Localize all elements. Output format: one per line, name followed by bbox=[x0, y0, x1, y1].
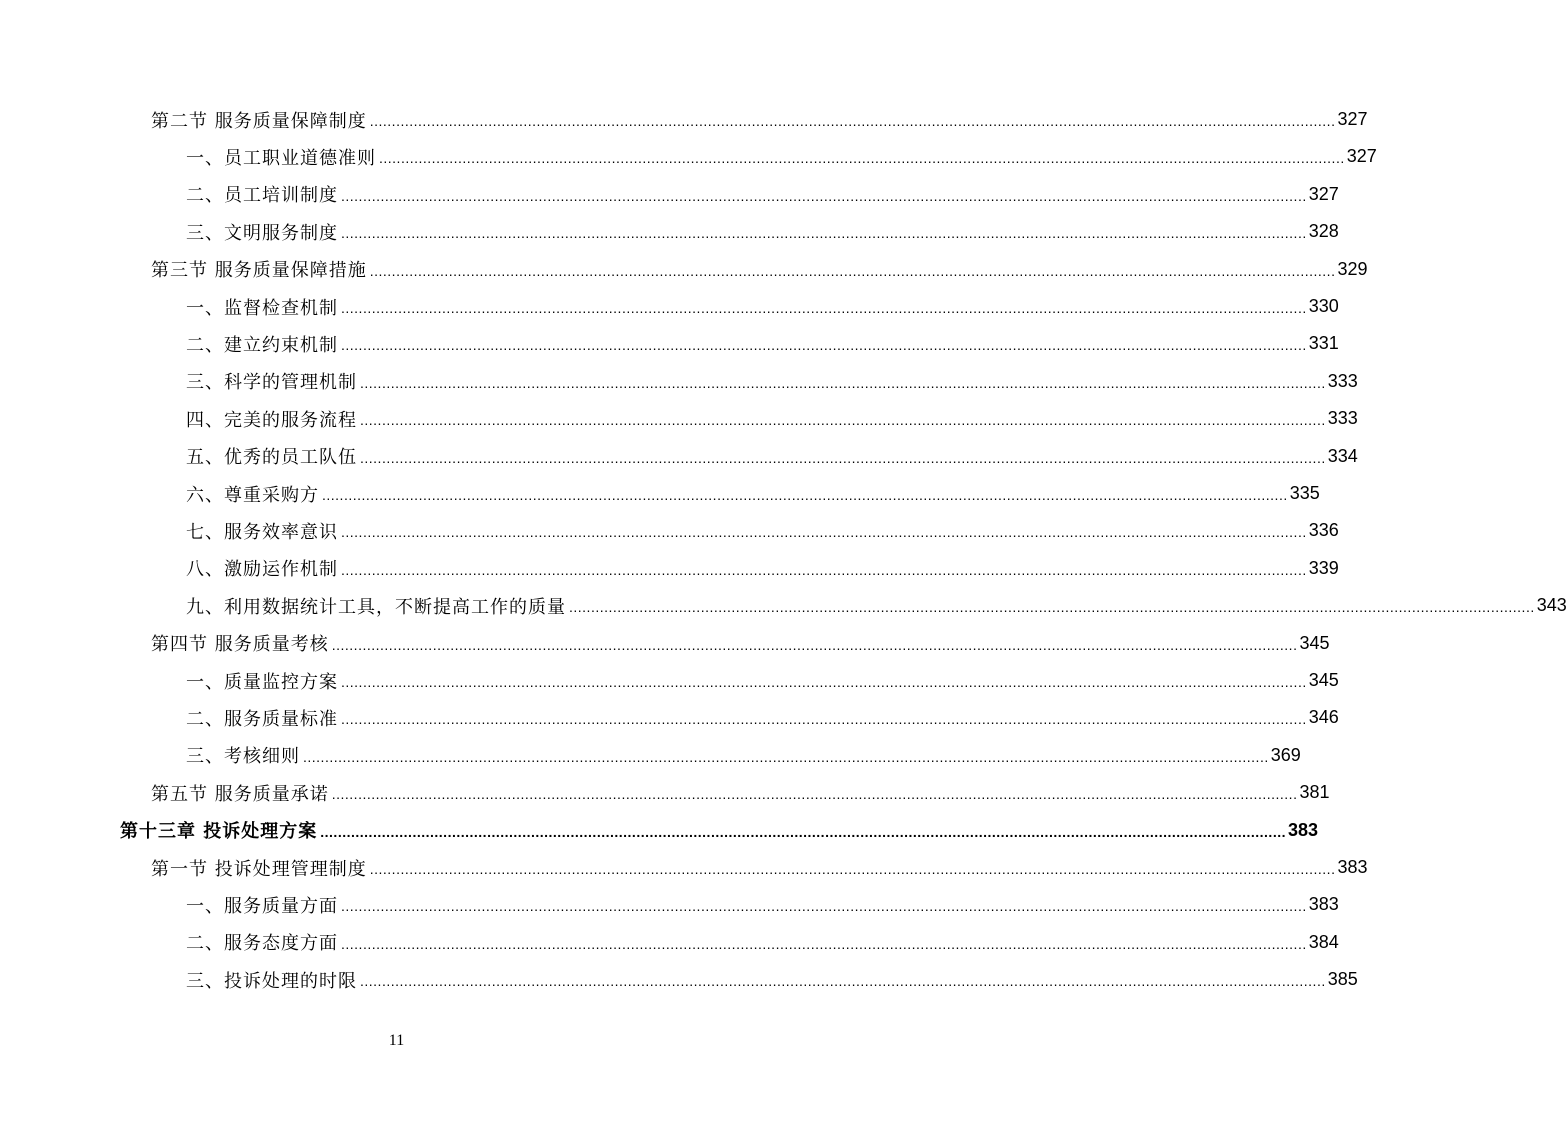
toc-entry-page: 345 bbox=[1308, 670, 1339, 690]
toc-entry-label: 四、完美的服务流程 bbox=[186, 409, 357, 431]
toc-entry-page: 384 bbox=[1308, 931, 1339, 952]
toc-leader-dots: ............................................................................................................................................................................................................................ bbox=[341, 300, 1307, 316]
toc-entry[interactable] bbox=[0, 924, 1339, 961]
toc-entry-label: 三、考核细则 bbox=[186, 746, 300, 768]
toc-leader-dots: ............................................................................................................................................................................................................................ bbox=[320, 823, 1286, 840]
toc-entry-label: 六、尊重采购方 bbox=[186, 484, 319, 506]
toc-entry-label: 二、服务质量标准 bbox=[186, 708, 338, 730]
toc-entry-page: 346 bbox=[1308, 707, 1339, 728]
toc-entry-label: 一、员工职业道德准则 bbox=[186, 147, 376, 169]
toc-entry-page: 381 bbox=[1299, 782, 1330, 803]
toc-entry-page: 327 bbox=[1337, 109, 1368, 129]
toc-entry-page: 383 bbox=[1337, 857, 1368, 877]
toc-entry[interactable] bbox=[0, 512, 1339, 549]
toc-entry[interactable] bbox=[0, 325, 1339, 362]
toc-entry[interactable] bbox=[0, 438, 1358, 475]
toc-entry-label: 三、文明服务制度 bbox=[186, 222, 338, 244]
toc-entry-label: 第二节 服务质量保障制度 bbox=[151, 110, 367, 132]
toc-leader-dots: ............................................................................................................................................................................................................................ bbox=[341, 674, 1307, 690]
toc-entry-page: 336 bbox=[1308, 520, 1339, 541]
toc-leader-dots: ............................................................................................................................................................................................................................ bbox=[360, 449, 1326, 466]
toc-entry-page: 383 bbox=[1288, 819, 1319, 840]
toc-entry-page: 345 bbox=[1299, 632, 1330, 653]
toc-entry-label: 一、服务质量方面 bbox=[186, 895, 338, 917]
toc-entry-page: 369 bbox=[1270, 744, 1301, 765]
toc-leader-dots: ............................................................................................................................................................................................................................ bbox=[341, 187, 1307, 204]
toc-entry-label: 三、投诉处理的时限 bbox=[186, 970, 357, 992]
toc-entry-page: 333 bbox=[1327, 370, 1358, 391]
toc-entry[interactable] bbox=[0, 550, 1339, 587]
page-number: 11 bbox=[388, 1032, 405, 1049]
toc-entry-label: 第五节 服务质量承诺 bbox=[151, 783, 329, 805]
toc-entry[interactable] bbox=[0, 251, 1368, 288]
toc-entry-page: 327 bbox=[1346, 146, 1377, 167]
toc-entry[interactable] bbox=[0, 288, 1339, 325]
toc-entry-page: 328 bbox=[1308, 221, 1339, 242]
toc-entry-page: 343 bbox=[1536, 595, 1567, 616]
toc-entry[interactable] bbox=[0, 176, 1339, 213]
toc-leader-dots: ............................................................................................................................................................................................................................ bbox=[369, 262, 1336, 279]
toc-entry[interactable] bbox=[0, 625, 1330, 662]
toc-entry-page: 334 bbox=[1327, 445, 1358, 466]
toc-entry-label: 二、建立约束机制 bbox=[186, 334, 338, 356]
toc-entry-page: 335 bbox=[1289, 483, 1320, 503]
toc-entry[interactable] bbox=[0, 961, 1358, 998]
toc-leader-dots: ............................................................................................................................................................................................................................ bbox=[331, 786, 1298, 803]
toc-leader-dots: ............................................................................................................................................................................................................................ bbox=[341, 225, 1307, 242]
toc-entry[interactable] bbox=[0, 699, 1339, 736]
toc-leader-dots: ............................................................................................................................................................................................................................ bbox=[341, 337, 1307, 354]
toc-entry-label: 八、激励运作机制 bbox=[186, 559, 338, 581]
toc-entry-label: 五、优秀的员工队伍 bbox=[186, 447, 357, 469]
toc-leader-dots: ............................................................................................................................................................................................................................ bbox=[369, 861, 1336, 877]
toc-entry[interactable] bbox=[0, 101, 1368, 138]
toc-entry-label: 第十三章 投诉处理方案 bbox=[120, 821, 318, 843]
toc-leader-dots: ............................................................................................................................................................................................................................ bbox=[369, 113, 1336, 129]
toc-leader-dots: ............................................................................................................................................................................................................................ bbox=[360, 412, 1326, 429]
toc-entry[interactable] bbox=[0, 400, 1358, 437]
toc-entry-page: 339 bbox=[1308, 557, 1339, 578]
toc-entry-page: 333 bbox=[1327, 408, 1358, 429]
toc-entry[interactable] bbox=[0, 138, 1377, 175]
toc-leader-dots: ............................................................................................................................................................................................................................ bbox=[379, 150, 1345, 167]
toc-entry-label: 七、服务效率意识 bbox=[186, 521, 338, 543]
toc-entry[interactable] bbox=[0, 737, 1301, 774]
toc-leader-dots: ............................................................................................................................................................................................................................ bbox=[303, 748, 1269, 765]
toc-entry-page: 327 bbox=[1308, 183, 1339, 204]
toc-entry[interactable] bbox=[0, 849, 1368, 886]
toc-entry-page: 385 bbox=[1327, 969, 1358, 990]
toc-entry-label: 第四节 服务质量考核 bbox=[151, 634, 329, 656]
toc-chapter-entry[interactable] bbox=[0, 812, 1319, 849]
toc-entry-label: 第三节 服务质量保障措施 bbox=[151, 260, 367, 282]
toc-entry-label: 二、服务态度方面 bbox=[186, 933, 338, 955]
toc-entry[interactable] bbox=[0, 213, 1339, 250]
toc-leader-dots: ............................................................................................................................................................................................................................ bbox=[360, 973, 1326, 990]
toc-leader-dots: ............................................................................................................................................................................................................................ bbox=[341, 711, 1307, 728]
toc-entry[interactable] bbox=[0, 774, 1330, 811]
toc-entry[interactable] bbox=[0, 886, 1339, 923]
toc-entry-label: 一、质量监控方案 bbox=[186, 671, 338, 693]
toc-leader-dots: ............................................................................................................................................................................................................................ bbox=[341, 898, 1307, 915]
toc-entry[interactable] bbox=[0, 475, 1320, 512]
toc-entry-label: 二、员工培训制度 bbox=[186, 185, 338, 207]
toc-leader-dots: ............................................................................................................................................................................................................................ bbox=[331, 636, 1298, 653]
toc-leader-dots: ............................................................................................................................................................................................................................ bbox=[341, 524, 1307, 541]
toc-entry-page: 383 bbox=[1308, 894, 1339, 915]
toc-entry-label: 九、利用数据统计工具，不断提高工作的质量 bbox=[186, 596, 566, 618]
toc-leader-dots: ............................................................................................................................................................................................................................ bbox=[569, 599, 1535, 616]
toc-entry-label: 第一节 投诉处理管理制度 bbox=[151, 858, 367, 880]
toc-entry[interactable] bbox=[0, 662, 1339, 699]
toc-leader-dots: ............................................................................................................................................................................................................................ bbox=[322, 487, 1288, 503]
toc-leader-dots: ............................................................................................................................................................................................................................ bbox=[341, 561, 1307, 578]
toc-entry-page: 329 bbox=[1337, 258, 1368, 279]
toc-leader-dots: ............................................................................................................................................................................................................................ bbox=[360, 374, 1326, 391]
toc-entry-label: 三、科学的管理机制 bbox=[186, 372, 357, 394]
toc-entry[interactable] bbox=[0, 587, 1567, 624]
toc-entry-page: 330 bbox=[1308, 296, 1339, 316]
toc-entry-page: 331 bbox=[1308, 333, 1339, 354]
toc-entry[interactable] bbox=[0, 363, 1358, 400]
toc-entry-label: 一、监督检查机制 bbox=[186, 297, 338, 319]
toc-leader-dots: ............................................................................................................................................................................................................................ bbox=[341, 935, 1307, 952]
